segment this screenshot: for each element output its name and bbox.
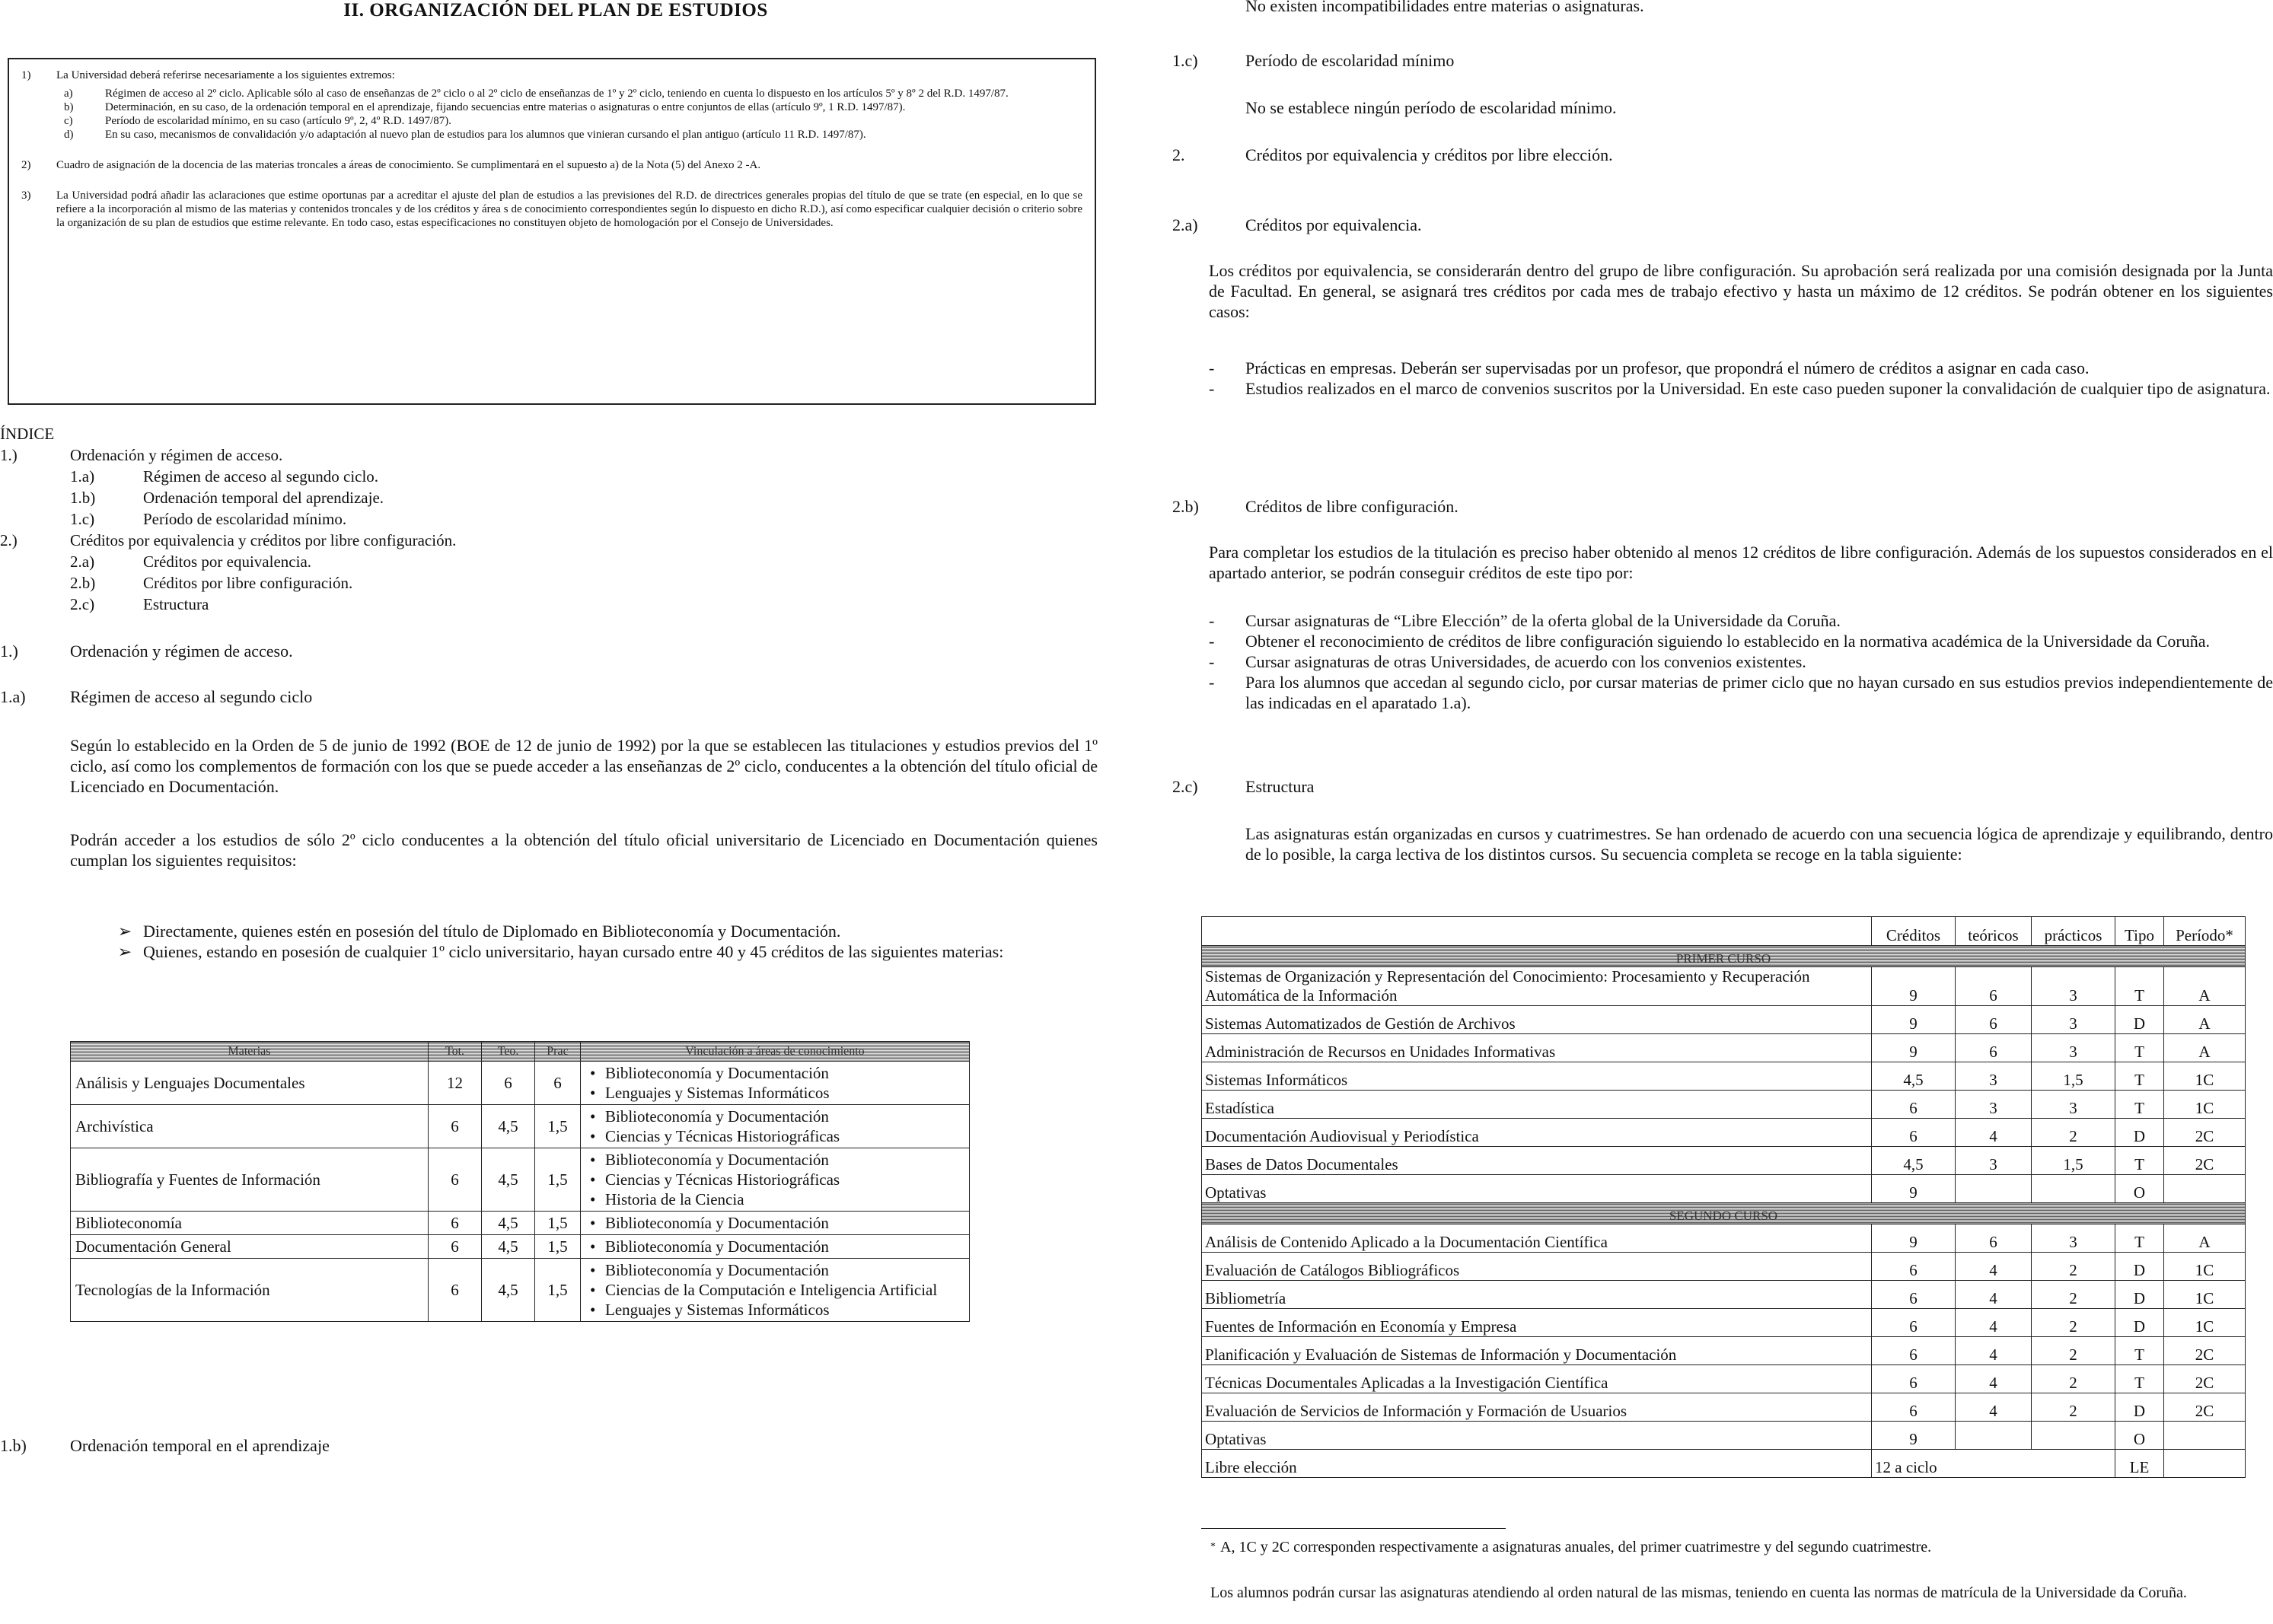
dash-bullet: -	[1209, 358, 1215, 377]
index-item-number: 1.)	[0, 446, 18, 464]
cell-n: Evaluación de Servicios de Información y Formación de Usuarios	[1202, 1393, 1872, 1422]
cell-n: Bases de Datos Documentales	[1202, 1147, 1872, 1175]
index-item	[0, 508, 579, 530]
cell-n: Técnicas Documentales Aplicadas a la Investigación Científica	[1202, 1365, 1872, 1393]
index-item-label: Ordenación y régimen de acceso.	[70, 446, 283, 464]
index-item-label: Estructura	[143, 595, 209, 613]
cell-n: Sistemas Informáticos	[1202, 1062, 1872, 1091]
note-text: La Universidad deberá referirse necesariamente a los siguientes extremos:	[56, 69, 395, 81]
section-2b-heading	[1172, 496, 1458, 517]
note-text: Determinación, en su caso, de la ordenación temporal en el aprendizaje, fijando secuencias entre materias o asignaturas o entre conjuntos de ellas (artículo 9º, 1 R.D. 1497/87).	[105, 101, 906, 113]
page-title: II. ORGANIZACIÓN DEL PLAN DE ESTUDIOS	[343, 0, 768, 21]
table-row	[1202, 1309, 2246, 1337]
cell-ti: T	[2115, 1224, 2164, 1253]
cell-cr: 6	[1872, 1281, 1956, 1309]
section-title: Créditos por equivalencia.	[1245, 215, 1422, 234]
cell-pe: A	[2164, 1006, 2246, 1034]
index-heading: ÍNDICE	[0, 425, 55, 443]
cell-pr	[2032, 1422, 2115, 1450]
access-paragraph: Según lo establecido en la Orden de 5 de junio de 1992 (BOE de 12 de junio de 1992) por la que se establecen las titulaciones y estudios previos del 1º ciclo, así como los complementos de formación con los que se puede acceder a las enseñanzas de 2º ciclo, conducentes a la obtención del título oficial de Licenciado en Documentación.	[70, 736, 1098, 796]
col-header: Vinculación a áreas de conocimiento	[581, 1042, 970, 1062]
cell-pr: 2	[2032, 1337, 2115, 1365]
note-text: Régimen de acceso al 2º ciclo. Aplicable sólo al caso de enseñanzas de 2º ciclo o al 2º ciclo de enseñanzas de 1º y 2º ciclo, teniendo en cuenta lo dispuesto en los artículos 5º y 8º 2 del R.D. 1497/87.	[105, 88, 1009, 100]
cell-te: 4	[1956, 1365, 2032, 1393]
index-item-label: Créditos por equivalencia.	[143, 552, 312, 571]
section-title: Período de escolaridad mínimo	[1245, 51, 1455, 70]
note-letter: c)	[64, 115, 73, 127]
cell-ti: D	[2115, 1393, 2164, 1422]
course-band	[1202, 946, 2246, 967]
index	[0, 423, 579, 615]
cell-areas	[581, 1235, 970, 1259]
cell-pe: 2C	[2164, 1147, 2246, 1175]
instructions-box	[8, 58, 1096, 405]
cell-tot: 12	[429, 1062, 482, 1105]
cell-pr: 1,5	[2032, 1147, 2115, 1175]
section-title: Créditos de libre configuración.	[1245, 497, 1458, 516]
cell-teo: 4,5	[482, 1105, 535, 1148]
cell-cr: 4,5	[1872, 1147, 1956, 1175]
area-item: • Biblioteconomía y Documentación	[585, 1107, 964, 1126]
cell-pe: A	[2164, 1034, 2246, 1062]
note-letter: d)	[64, 129, 74, 141]
cell-te: 3	[1956, 1091, 2032, 1119]
cell-teo: 4,5	[482, 1212, 535, 1235]
cell-n: Sistemas de Organización y Representación del Conocimiento: Procesamiento y Recuperación Automática de la Información	[1202, 967, 1872, 1006]
cell-ti: D	[2115, 1119, 2164, 1147]
note-letter: a)	[64, 88, 73, 100]
dash-bullet: -	[1209, 379, 1215, 398]
cell-te: 4	[1956, 1281, 2032, 1309]
cell-n: Administración de Recursos en Unidades Informativas	[1202, 1034, 1872, 1062]
table-row	[1202, 1034, 2246, 1062]
table-row	[71, 1105, 970, 1148]
cell-pr: 2	[2032, 1365, 2115, 1393]
cell-te: 4	[1956, 1393, 2032, 1422]
table-row	[71, 1212, 970, 1235]
col-header: Créditos	[1872, 917, 1956, 946]
cell-ti: T	[2115, 967, 2164, 1006]
cell-te: 6	[1956, 1034, 2032, 1062]
cell-pr: 3	[2032, 1034, 2115, 1062]
col-header: Materias	[71, 1042, 429, 1062]
index-item-number: 2.a)	[70, 552, 95, 571]
footnote	[1210, 1537, 1931, 1557]
index-item-number: 2.c)	[70, 595, 95, 613]
cell-n: Optativas	[1202, 1422, 1872, 1450]
area-item: • Historia de la Ciencia	[585, 1189, 964, 1209]
cell-tot: 6	[429, 1105, 482, 1148]
cell-cr: 12 a ciclo	[1872, 1450, 2115, 1478]
requirement-item: Directamente, quienes estén en posesión del título de Diplomado en Biblioteconomía y Documentación.	[143, 922, 841, 941]
cell-ti: O	[2115, 1175, 2164, 1203]
cell-cr: 9	[1872, 1224, 1956, 1253]
cell-pe: 2C	[2164, 1393, 2246, 1422]
table-row	[1202, 1091, 2246, 1119]
table-row	[1202, 1006, 2246, 1034]
cell-ti: D	[2115, 1253, 2164, 1281]
index-item	[0, 551, 579, 572]
list-item: Prácticas en empresas. Deberán ser supervisadas por un profesor, que propondrá el número de créditos a asignar en cada caso.	[1245, 358, 2090, 377]
note-text: La Universidad podrá añadir las aclaraciones que estime oportunas par a acreditar el ajuste del plan de estudios a las previsiones del R.D. de directrices generales propias del título de que se trate (en especial, en lo que se refiere a la incorporación al mismo de las materias y contenidos troncales y de los créditos y área s de conocimiento correspondientes según lo dispuesto en dicho R.D.), así como especificar cualquier decisión o criterio sobre la organización de su plan de estudios que estime relevante. En todo caso, estas especificaciones no constituyen objeto de homologación por el Consejo de Universidades.	[56, 189, 1082, 229]
table-row	[1202, 1422, 2246, 1450]
col-header: teóricos	[1956, 917, 2032, 946]
note-text: Período de escolaridad mínimo, en su caso (artículo 9º, 2, 4º R.D. 1497/87).	[105, 115, 452, 127]
cell-cr: 4,5	[1872, 1062, 1956, 1091]
list-item: Estudios realizados en el marco de convenios suscritos por la Universidad. En este caso pueden suponer la convalidación de cualquier tipo de asignatura.	[1245, 379, 2271, 398]
cell-areas	[581, 1105, 970, 1148]
cell-cr: 9	[1872, 1175, 1956, 1203]
course-band-label: SEGUNDO CURSO	[1202, 1203, 2246, 1224]
cell-cr: 9	[1872, 1034, 1956, 1062]
requirements-list	[107, 921, 1098, 962]
cell-n: Evaluación de Catálogos Bibliográficos	[1202, 1253, 1872, 1281]
section-2c-heading	[1172, 776, 1314, 797]
index-item-label: Régimen de acceso al segundo ciclo.	[143, 467, 379, 486]
col-header: Tot.	[429, 1042, 482, 1062]
cell-cr: 6	[1872, 1393, 1956, 1422]
col-header: Tipo	[2115, 917, 2164, 946]
cell-n: Estadística	[1202, 1091, 1872, 1119]
cell-pr: 3	[2032, 967, 2115, 1006]
cell-n: Bibliometría	[1202, 1281, 1872, 1309]
area-item: • Ciencias y Técnicas Historiográficas	[585, 1170, 964, 1189]
cell-pe: 1C	[2164, 1309, 2246, 1337]
table-row	[1202, 1365, 2246, 1393]
section-number: 2.a)	[1172, 215, 1198, 234]
cell-teo: 4,5	[482, 1235, 535, 1259]
cell-cr: 9	[1872, 967, 1956, 1006]
dash-bullet: -	[1209, 611, 1215, 630]
cell-te: 4	[1956, 1337, 2032, 1365]
cell-n: Libre elección	[1202, 1450, 1872, 1478]
footnote-rule	[1201, 1528, 1506, 1529]
cell-pr	[2032, 1175, 2115, 1203]
free-config-list	[1209, 610, 2273, 713]
area-item: • Biblioteconomía y Documentación	[585, 1150, 964, 1170]
cell-pe: 2C	[2164, 1119, 2246, 1147]
cell-te: 4	[1956, 1119, 2032, 1147]
section-title: Ordenación y régimen de acceso.	[70, 642, 293, 661]
note-text: Cuadro de asignación de la docencia de las materias troncales a áreas de conocimiento. Se cumplimentará en el supuesto a) de la Nota (5) del Anexo 2 -A.	[56, 159, 761, 171]
requirements-paragraph: Podrán acceder a los estudios de sólo 2º ciclo conducentes a la obtención del título oficial universitario de Licenciado en Documentación quienes cumplan los siguientes requisitos:	[70, 830, 1098, 870]
index-item	[0, 487, 579, 508]
cell-pr: 2	[2032, 1253, 2115, 1281]
section-1b-heading	[0, 1435, 330, 1456]
section-number: 1.a)	[0, 687, 26, 706]
cell-te: 3	[1956, 1062, 2032, 1091]
table-row	[1202, 1337, 2246, 1365]
course-band-label: PRIMER CURSO	[1202, 946, 2246, 967]
table-row	[1202, 1393, 2246, 1422]
note-number: 3)	[21, 189, 31, 202]
cell-n: Optativas	[1202, 1175, 1872, 1203]
cell-teo: 6	[482, 1062, 535, 1105]
course-band	[1202, 1203, 2246, 1224]
cell-ti: T	[2115, 1365, 2164, 1393]
section-number: 1.b)	[0, 1436, 27, 1455]
area-item: • Biblioteconomía y Documentación	[585, 1213, 964, 1233]
index-item-label: Créditos por equivalencia y créditos por libre configuración.	[70, 531, 457, 549]
cell-n: Fuentes de Información en Economía y Empresa	[1202, 1309, 1872, 1337]
section-2-heading	[1172, 145, 1613, 165]
index-item	[0, 444, 579, 466]
closing-paragraph: Los alumnos podrán cursar las asignaturas atendiendo al orden natural de las mismas, teniendo en cuenta las normas de matrícula de la Universidade da Coruña.	[1210, 1584, 2187, 1601]
equivalence-paragraph: Los créditos por equivalencia, se considerarán dentro del grupo de libre configuración. Su aprobación será realizada por una comisión designada por la Junta de Facultad. En general, se asignará tres créditos por cada mes de trabajo efectivo y hasta un máximo de 12 créditos. Se podrán obtener en los siguientes casos:	[1209, 261, 2273, 321]
section-1-heading	[0, 641, 293, 661]
cell-pe: 2C	[2164, 1365, 2246, 1393]
table-row	[71, 1235, 970, 1259]
cell-m: Tecnologías de la Información	[71, 1259, 429, 1322]
cell-prac: 1,5	[535, 1259, 581, 1322]
list-item: Cursar asignaturas de “Libre Elección” de la oferta global de la Universidade da Coruña.	[1245, 611, 1841, 630]
table-row	[1202, 967, 2246, 1006]
cell-prac: 1,5	[535, 1148, 581, 1212]
cell-ti: O	[2115, 1422, 2164, 1450]
area-item: • Biblioteconomía y Documentación	[585, 1237, 964, 1256]
equivalence-list	[1209, 358, 2273, 399]
cell-cr: 6	[1872, 1253, 1956, 1281]
area-item: • Lenguajes y Sistemas Informáticos	[585, 1083, 964, 1103]
table-row	[1202, 1147, 2246, 1175]
table-row	[1202, 1281, 2246, 1309]
index-item-number: 2.)	[0, 531, 18, 549]
arrow-bullet-icon: ➢	[117, 942, 132, 961]
section-title: Créditos por equivalencia y créditos por libre elección.	[1245, 145, 1613, 164]
table-row	[1202, 1450, 2246, 1478]
section-number: 2.c)	[1172, 777, 1198, 796]
cell-cr: 9	[1872, 1006, 1956, 1034]
incompatibilities-text: No existen incompatibilidades entre materias o asignaturas.	[1245, 0, 1644, 15]
table-row	[1202, 1119, 2246, 1147]
list-item: Cursar asignaturas de otras Universidades, de acuerdo con los convenios existentes.	[1245, 652, 1806, 671]
cell-teo: 4,5	[482, 1259, 535, 1322]
cell-tot: 6	[429, 1259, 482, 1322]
col-header	[1202, 917, 1872, 946]
cell-pr: 1,5	[2032, 1062, 2115, 1091]
section-2a-heading	[1172, 215, 1422, 235]
cell-ti: T	[2115, 1062, 2164, 1091]
cell-pe: A	[2164, 1224, 2246, 1253]
cell-te: 3	[1956, 1147, 2032, 1175]
index-item-label: Créditos por libre configuración.	[143, 574, 353, 592]
area-item: • Lenguajes y Sistemas Informáticos	[585, 1300, 964, 1320]
section-title: Estructura	[1245, 777, 1315, 796]
cell-tot: 6	[429, 1235, 482, 1259]
table-row	[71, 1148, 970, 1212]
cell-m: Análisis y Lenguajes Documentales	[71, 1062, 429, 1105]
list-item: Para los alumnos que accedan al segundo ciclo, por cursar materias de primer ciclo que no hayan cursado en sus estudios previos independientemente de las indicadas en el aparatado 1.a).	[1245, 673, 2273, 712]
section-number: 1.)	[0, 642, 18, 661]
section-number: 2.b)	[1172, 497, 1199, 516]
cell-areas	[581, 1148, 970, 1212]
table-row	[1202, 1253, 2246, 1281]
cell-pe: 2C	[2164, 1337, 2246, 1365]
col-header: prácticos	[2032, 917, 2115, 946]
cell-pe: 1C	[2164, 1253, 2246, 1281]
cell-pe: 1C	[2164, 1062, 2246, 1091]
col-header: Período*	[2164, 917, 2246, 946]
area-item: • Ciencias de la Computación e Inteligencia Artificial	[585, 1280, 964, 1300]
cell-m: Documentación General	[71, 1235, 429, 1259]
note-text: En su caso, mecanismos de convalidación y/o adaptación al nuevo plan de estudios para los alumnos que vinieran cursando el plan antiguo (artículo 11 R.D. 1497/87).	[105, 129, 866, 141]
footnote-mark: *	[1210, 1541, 1216, 1552]
section-title: Régimen de acceso al segundo ciclo	[70, 687, 313, 706]
cell-ti: D	[2115, 1309, 2164, 1337]
cell-te: 4	[1956, 1309, 2032, 1337]
cell-te	[1956, 1175, 2032, 1203]
footnote-text: A, 1C y 2C corresponden respectivamente a asignaturas anuales, del primer cuatrimestre y del segundo cuatrimestre.	[1220, 1539, 1932, 1556]
cell-ti: T	[2115, 1034, 2164, 1062]
index-item-number: 1.b)	[70, 489, 96, 507]
cell-cr: 9	[1872, 1422, 1956, 1450]
cell-prac: 1,5	[535, 1105, 581, 1148]
table-row	[1202, 1224, 2246, 1253]
cell-cr: 6	[1872, 1337, 1956, 1365]
note-number: 1)	[21, 69, 31, 81]
cell-teo: 4,5	[482, 1148, 535, 1212]
cell-tot: 6	[429, 1212, 482, 1235]
cell-n: Planificación y Evaluación de Sistemas de Información y Documentación	[1202, 1337, 1872, 1365]
cell-pr: 2	[2032, 1119, 2115, 1147]
section-1c-text: No se establece ningún período de escolaridad mínimo.	[1245, 98, 1617, 117]
cell-areas	[581, 1212, 970, 1235]
section-number: 2.	[1172, 145, 1185, 164]
note-number: 2)	[21, 159, 31, 171]
cell-areas	[581, 1062, 970, 1105]
cell-m: Bibliografía y Fuentes de Información	[71, 1148, 429, 1212]
cell-cr: 6	[1872, 1309, 1956, 1337]
cell-ti: D	[2115, 1281, 2164, 1309]
index-item-label: Período de escolaridad mínimo.	[143, 510, 347, 528]
note-letter: b)	[64, 101, 74, 113]
cell-prac: 6	[535, 1062, 581, 1105]
cell-ti: D	[2115, 1006, 2164, 1034]
cell-te	[1956, 1422, 2032, 1450]
index-item	[0, 466, 579, 487]
requirement-item: Quienes, estando en posesión de cualquier 1º ciclo universitario, hayan cursado entre 40 y 45 créditos de las siguientes materias:	[143, 942, 1004, 961]
area-item: • Ciencias y Técnicas Historiográficas	[585, 1126, 964, 1146]
cell-ti: T	[2115, 1091, 2164, 1119]
table-row	[71, 1259, 970, 1322]
cell-pe: 1C	[2164, 1091, 2246, 1119]
cell-pr: 2	[2032, 1309, 2115, 1337]
index-item-number: 1.c)	[70, 510, 95, 528]
section-number: 1.c)	[1172, 51, 1198, 70]
structure-paragraph: Las asignaturas están organizadas en cursos y cuatrimestres. Se han ordenado de acuerdo con una secuencia lógica de aprendizaje y equilibrando, dentro de lo posible, la carga lectiva de los distintos cursos. Su secuencia completa se recoge en la tabla siguiente:	[1245, 824, 2273, 864]
cell-prac: 1,5	[535, 1235, 581, 1259]
cell-ti: LE	[2115, 1450, 2164, 1478]
cell-pr: 3	[2032, 1006, 2115, 1034]
dash-bullet: -	[1209, 652, 1215, 671]
cell-cr: 6	[1872, 1091, 1956, 1119]
free-config-paragraph: Para completar los estudios de la titulación es preciso haber obtenido al menos 12 créditos de libre configuración. Además de los supuestos considerados en el apartado anterior, se podrán conseguir créditos de este tipo por:	[1209, 543, 2273, 582]
col-header: Prac	[535, 1042, 581, 1062]
arrow-bullet-icon: ➢	[117, 922, 132, 941]
col-header: Teo.	[482, 1042, 535, 1062]
cell-pr: 3	[2032, 1224, 2115, 1253]
cell-cr: 6	[1872, 1365, 1956, 1393]
cell-ti: T	[2115, 1337, 2164, 1365]
index-item-number: 2.b)	[70, 574, 96, 592]
courses-table	[1201, 916, 2246, 1478]
cell-pe: 1C	[2164, 1281, 2246, 1309]
dash-bullet: -	[1209, 632, 1215, 651]
section-1a-heading	[0, 686, 312, 707]
cell-pr: 2	[2032, 1393, 2115, 1422]
cell-te: 6	[1956, 967, 2032, 1006]
cell-n: Documentación Audiovisual y Periodística	[1202, 1119, 1872, 1147]
cell-pe	[2164, 1450, 2246, 1478]
cell-te: 6	[1956, 1006, 2032, 1034]
cell-pe	[2164, 1175, 2246, 1203]
table-row	[1202, 1175, 2246, 1203]
cell-pe: A	[2164, 967, 2246, 1006]
cell-ti: T	[2115, 1147, 2164, 1175]
cell-pr: 3	[2032, 1091, 2115, 1119]
cell-tot: 6	[429, 1148, 482, 1212]
cell-prac: 1,5	[535, 1212, 581, 1235]
cell-te: 4	[1956, 1253, 2032, 1281]
index-item	[0, 594, 579, 615]
cell-m: Archivística	[71, 1105, 429, 1148]
cell-pe	[2164, 1422, 2246, 1450]
cell-te: 6	[1956, 1224, 2032, 1253]
section-1c-heading	[1172, 50, 1454, 71]
index-item-number: 1.a)	[70, 467, 95, 486]
cell-areas	[581, 1259, 970, 1322]
cell-cr: 6	[1872, 1119, 1956, 1147]
cell-m: Biblioteconomía	[71, 1212, 429, 1235]
area-item: • Biblioteconomía y Documentación	[585, 1063, 964, 1083]
cell-n: Análisis de Contenido Aplicado a la Documentación Científica	[1202, 1224, 1872, 1253]
materias-table	[70, 1041, 970, 1322]
cell-n: Sistemas Automatizados de Gestión de Archivos	[1202, 1006, 1872, 1034]
table-row	[1202, 1062, 2246, 1091]
section-title: Ordenación temporal en el aprendizaje	[70, 1436, 330, 1455]
index-item	[0, 572, 579, 594]
list-item: Obtener el reconocimiento de créditos de libre configuración siguiendo lo establecido en la normativa académica de la Universidade da Coruña.	[1245, 632, 2210, 651]
table-row	[71, 1062, 970, 1105]
index-item	[0, 530, 579, 551]
index-item-label: Ordenación temporal del aprendizaje.	[143, 489, 384, 507]
cell-pr: 2	[2032, 1281, 2115, 1309]
dash-bullet: -	[1209, 673, 1215, 692]
area-item: • Biblioteconomía y Documentación	[585, 1260, 964, 1280]
